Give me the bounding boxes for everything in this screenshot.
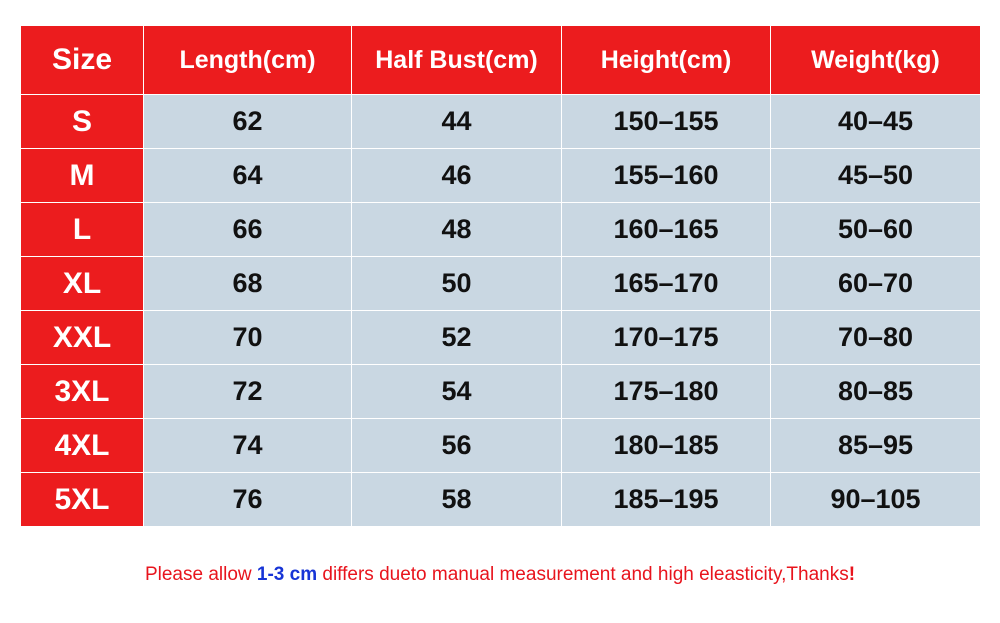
- table-row: [21, 473, 981, 527]
- length-cell: 74: [144, 419, 352, 473]
- height-cell: 175–180: [562, 365, 771, 419]
- size-cell: 4XL: [21, 419, 144, 473]
- size-cell: XL: [21, 257, 144, 311]
- measurement-note: [0, 564, 1000, 586]
- table-row: [21, 203, 981, 257]
- size-cell: L: [21, 203, 144, 257]
- weight-cell: 80–85: [771, 365, 981, 419]
- note-tolerance: 1-3 cm: [256, 564, 318, 585]
- header-height: Height(cm): [562, 26, 771, 95]
- half-bust-cell: 48: [352, 203, 562, 257]
- height-cell: 185–195: [562, 473, 771, 527]
- weight-cell: 90–105: [771, 473, 981, 527]
- size-cell: S: [21, 95, 144, 149]
- size-cell: XXL: [21, 311, 144, 365]
- half-bust-cell: 44: [352, 95, 562, 149]
- size-cell: M: [21, 149, 144, 203]
- header-size: Size: [21, 26, 144, 95]
- table-row: [21, 365, 981, 419]
- height-cell: 160–165: [562, 203, 771, 257]
- table-row: [21, 95, 981, 149]
- weight-cell: 40–45: [771, 95, 981, 149]
- header-weight: Weight(kg): [771, 26, 981, 95]
- header-length: Length(cm): [144, 26, 352, 95]
- weight-cell: 45–50: [771, 149, 981, 203]
- height-cell: 170–175: [562, 311, 771, 365]
- half-bust-cell: 56: [352, 419, 562, 473]
- length-cell: 76: [144, 473, 352, 527]
- height-cell: 155–160: [562, 149, 771, 203]
- length-cell: 70: [144, 311, 352, 365]
- half-bust-cell: 52: [352, 311, 562, 365]
- height-cell: 180–185: [562, 419, 771, 473]
- table-row: [21, 257, 981, 311]
- weight-cell: 70–80: [771, 311, 981, 365]
- height-cell: 150–155: [562, 95, 771, 149]
- length-cell: 64: [144, 149, 352, 203]
- size-cell: 3XL: [21, 365, 144, 419]
- half-bust-cell: 46: [352, 149, 562, 203]
- size-chart-body: [21, 95, 981, 527]
- note-prefix: Please allow: [144, 564, 257, 585]
- length-cell: 68: [144, 257, 352, 311]
- half-bust-cell: 50: [352, 257, 562, 311]
- weight-cell: 60–70: [771, 257, 981, 311]
- length-cell: 66: [144, 203, 352, 257]
- weight-cell: 50–60: [771, 203, 981, 257]
- length-cell: 72: [144, 365, 352, 419]
- weight-cell: 85–95: [771, 419, 981, 473]
- table-row: [21, 149, 981, 203]
- half-bust-cell: 54: [352, 365, 562, 419]
- height-cell: 165–170: [562, 257, 771, 311]
- length-cell: 62: [144, 95, 352, 149]
- size-chart-table: [20, 25, 981, 527]
- size-cell: 5XL: [21, 473, 144, 527]
- note-exclamation: !: [848, 564, 856, 585]
- header-half-bust: Half Bust(cm): [352, 26, 562, 95]
- half-bust-cell: 58: [352, 473, 562, 527]
- table-row: [21, 419, 981, 473]
- size-chart-header: [21, 26, 981, 95]
- table-row: [21, 311, 981, 365]
- note-suffix: differs dueto manual measurement and high eleasticity,Thanks: [317, 564, 849, 585]
- header-row: [21, 26, 981, 95]
